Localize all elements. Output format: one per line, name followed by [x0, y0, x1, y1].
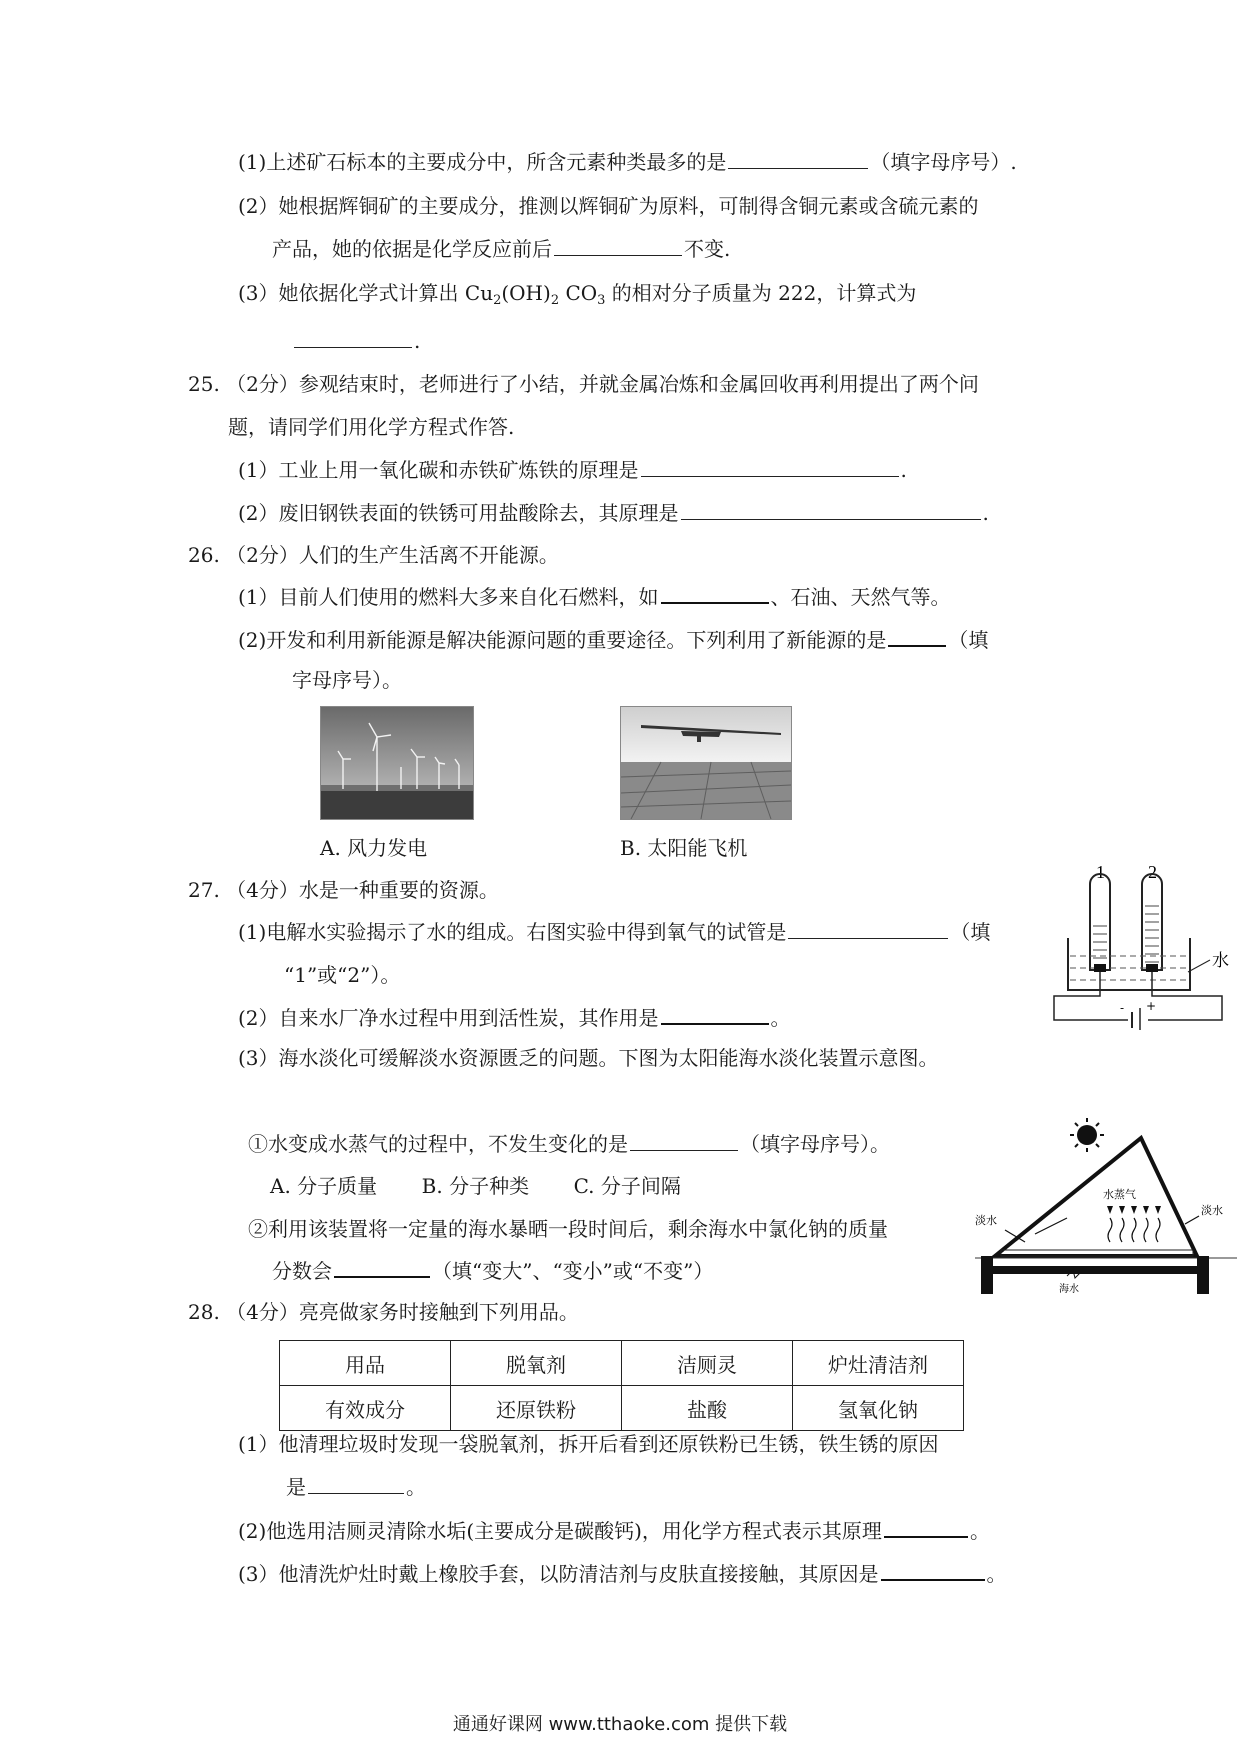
q25-stem-line1: 25. （2分）参观结束时，老师进行了小结，并就金属冶炼和金属回收再利用提出了两个问	[188, 372, 979, 396]
seawater-label: 海水	[1059, 1284, 1079, 1295]
answer-blank[interactable]	[334, 1256, 430, 1278]
option-b-caption: B. 太阳能飞机	[620, 836, 748, 860]
page-footer: 通通好课网 www.tthaoke.com 提供下载	[452, 1714, 788, 1735]
q28-part2: (2)他选用洁厕灵清除水垢(主要成分是碳酸钙)，用化学方程式表示其原理 。	[238, 1516, 990, 1545]
q28-part3: (3）他清洗炉灶时戴上橡胶手套，以防清洁剂与皮肤直接接触，其原因是 。	[238, 1559, 1007, 1588]
chemical-formula: $Cu_2(OH)_2$ $CO_3$	[464, 281, 606, 308]
table-row	[280, 1386, 964, 1431]
q27-sub2-line2: 分数会 （填“变大”、“变小”或“不变”）	[272, 1256, 713, 1285]
answer-blank[interactable]	[661, 1003, 769, 1025]
answer-blank[interactable]	[788, 918, 948, 939]
q27-sub2-line1: ②利用该装置将一定量的海水暴晒一段时间后，剩余海水中氯化钠的质量	[248, 1217, 888, 1241]
q26-stem: 26. （2分）人们的生产生活离不开能源。	[188, 543, 559, 567]
q27-part1-line2: “1”或“2”）。	[284, 963, 401, 987]
fresh-water-right-label: 淡水	[1201, 1204, 1223, 1217]
table-cell: 有效成分	[280, 1386, 451, 1431]
tube-2-label: 2	[1148, 862, 1157, 882]
svg-text:-: -	[1120, 1001, 1125, 1015]
electrolysis-diagram	[1050, 860, 1240, 1030]
answer-blank[interactable]	[884, 1516, 968, 1538]
answer-blank[interactable]	[661, 582, 769, 604]
q27-part1-line1: (1)电解水实验揭示了水的组成。右图实验中得到氧气的试管是 （填	[238, 920, 991, 944]
household-items-table	[279, 1340, 964, 1431]
table-cell: 还原铁粉	[451, 1386, 622, 1431]
answer-blank[interactable]	[641, 456, 899, 477]
q27-part2: (2）自来水厂净水过程中用到活性炭，其作用是 。	[238, 1003, 791, 1032]
q26-part2-line2: 字母序号）。	[292, 668, 402, 692]
answer-blank[interactable]	[630, 1130, 738, 1151]
table-cell: 炉灶清洁剂	[793, 1341, 964, 1386]
fresh-water-left-label: 淡水	[975, 1214, 997, 1227]
table-cell: 洁厕灵	[622, 1341, 793, 1386]
q28-stem: 28. （4分）亮亮做家务时接触到下列用品。	[188, 1300, 579, 1324]
table-cell: 氢氧化钠	[793, 1386, 964, 1431]
q26-part2-line1: (2)开发和利用新能源是解决能源问题的重要途径。下列利用了新能源的是 （填	[238, 625, 988, 654]
q26-part1: (1）目前人们使用的燃料大多来自化石燃料，如 、石油、天然气等。	[238, 582, 951, 611]
table-cell: 盐酸	[622, 1386, 793, 1431]
table-cell: 用品	[280, 1341, 451, 1386]
q24-part1: (1)上述矿石标本的主要成分中，所含元素种类最多的是 （填字母序号）.	[238, 150, 1017, 174]
q24-part2-line2: 产品，她的依据是化学反应前后 不变.	[272, 237, 731, 261]
q27-sub1-options: A. 分子质量 B. 分子种类 C. 分子间隔	[270, 1174, 681, 1198]
q25-part1: (1）工业上用一氧化碳和赤铁矿炼铁的原理是 .	[238, 458, 907, 482]
answer-blank[interactable]	[728, 148, 868, 169]
q27-stem: 27. （4分）水是一种重要的资源。	[188, 878, 499, 902]
wind-farm-photo	[320, 706, 474, 820]
answer-blank[interactable]	[881, 1559, 985, 1581]
answer-blank[interactable]	[308, 1473, 404, 1494]
answer-blank[interactable]	[294, 327, 412, 348]
solar-desalination-diagram	[975, 1110, 1237, 1295]
q25-part2: (2）废旧钢铁表面的铁锈可用盐酸除去，其原理是 .	[238, 501, 989, 525]
vapor-label: 水蒸气	[1103, 1188, 1136, 1201]
q27-part3: (3）海水淡化可缓解淡水资源匮乏的问题。下图为太阳能海水淡化装置示意图。	[238, 1046, 939, 1070]
sun-icon	[1070, 1118, 1104, 1152]
q24-part3-line2: .	[292, 327, 420, 355]
solar-plane-photo	[620, 706, 792, 820]
answer-blank[interactable]	[554, 235, 682, 256]
water-label: 水	[1212, 951, 1229, 971]
answer-blank[interactable]	[888, 625, 946, 647]
q27-sub1: ①水变成水蒸气的过程中，不发生变化的是 （填字母序号）。	[248, 1132, 890, 1156]
tube-1-label: 1	[1096, 862, 1105, 882]
q24-part2-line1: (2）她根据辉铜矿的主要成分，推测以辉铜矿为原料，可制得含铜元素或含硫元素的	[238, 194, 979, 218]
table-cell: 脱氧剂	[451, 1341, 622, 1386]
option-a-caption: A. 风力发电	[320, 836, 428, 860]
q28-part1-line1: (1）他清理垃圾时发现一袋脱氧剂，拆开后看到还原铁粉已生锈，铁生锈的原因	[238, 1432, 939, 1456]
q24-part3: (3）她依据化学式计算出 $Cu_2(OH)_2$ $CO_3$ 的相对分子质量为 222，计算式为	[238, 281, 917, 308]
table-row	[280, 1341, 964, 1386]
svg-text:+: +	[1146, 999, 1157, 1013]
q28-part1-line2: 是 。	[286, 1475, 426, 1499]
q25-stem-line2: 题，请同学们用化学方程式作答.	[228, 415, 515, 439]
answer-blank[interactable]	[681, 499, 981, 520]
